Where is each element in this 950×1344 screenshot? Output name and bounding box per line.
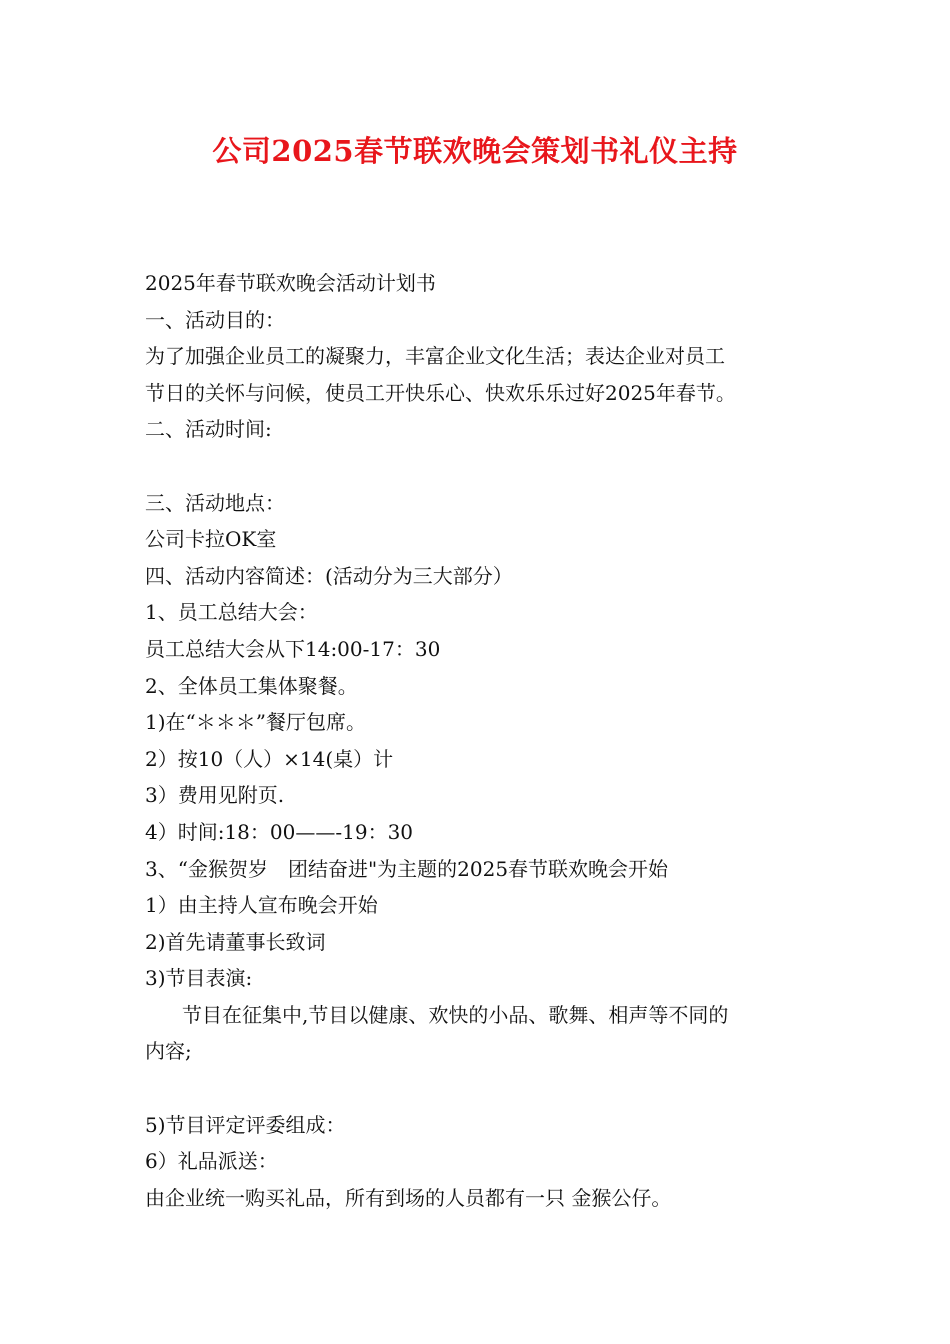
dinner-item-1: 1)在“＊＊＊”餐厅包席。 xyxy=(145,710,366,735)
dinner-item-4: 4）时间:18：00——-19：30 xyxy=(145,819,414,844)
purpose-text-line-2: 节日的关怀与问候，使员工开快乐心、快欢乐乐过好2025年春节。 xyxy=(145,380,736,405)
location-text: 公司卡拉OK室 xyxy=(145,527,277,552)
gala-item-2: 2)首先请董事长致词 xyxy=(145,929,326,954)
gala-item-3: 3)节目表演: xyxy=(145,966,253,991)
section-location-heading: 三、活动地点： xyxy=(145,490,285,515)
section-purpose-heading: 一、活动目的： xyxy=(145,307,285,332)
gala-item-5: 5)节目评定评委组成： xyxy=(145,1112,346,1137)
gala-item-6: 6）礼品派送： xyxy=(145,1149,278,1174)
plan-heading: 2025年春节联欢晚会活动计划书 xyxy=(145,271,436,295)
blank-line xyxy=(145,1070,815,1107)
blank-line xyxy=(145,448,815,485)
purpose-text-line-1: 为了加强企业员工的凝聚力，丰富企业文化生活；表达企业对员工 xyxy=(145,344,725,369)
part-1-heading: 1、员工总结大会： xyxy=(145,600,318,625)
dinner-item-2: 2）按10（人）×14(桌）计 xyxy=(145,746,394,771)
part-1-text: 员工总结大会从下14:00-17：30 xyxy=(145,636,441,661)
gala-item-1: 1）由主持人宣布晚会开始 xyxy=(145,893,378,918)
performance-text-line-1: 节目在征集中,节目以健康、欢快的小品、歌舞、相声等不同的 xyxy=(182,1002,729,1027)
section-time-heading: 二、活动时间: xyxy=(145,417,272,442)
part-2-heading: 2、全体员工集体聚餐。 xyxy=(145,673,358,698)
dinner-item-3: 3）费用见附页. xyxy=(145,783,285,808)
document-body xyxy=(145,265,815,1216)
performance-text-line-2: 内容; xyxy=(145,1039,192,1064)
document-title: 公司2025春节联欢晚会策划书礼仪主持 xyxy=(212,134,738,168)
gift-text: 由企业统一购买礼品，所有到场的人员都有一只 金猴公仔。 xyxy=(145,1185,672,1210)
section-content-heading: 四、活动内容简述：(活动分为三大部分） xyxy=(145,563,513,588)
part-3-heading: 3、“金猴贺岁 团结奋进"为主题的2025春节联欢晚会开始 xyxy=(145,856,669,881)
